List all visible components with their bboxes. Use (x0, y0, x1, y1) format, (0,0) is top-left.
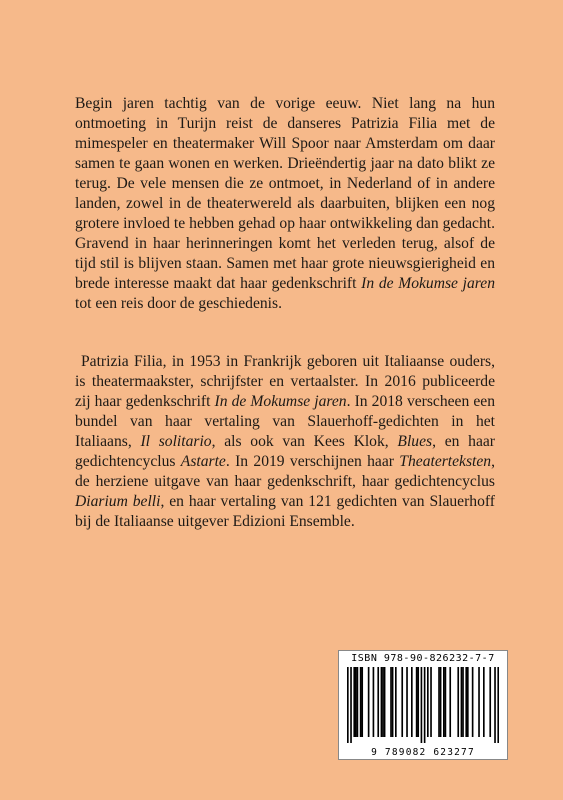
italic-title: Il solitario (140, 433, 212, 450)
barcode-bar (494, 667, 496, 743)
barcode-bars (347, 667, 499, 743)
barcode-bar (390, 667, 392, 737)
blurb-paragraph (75, 94, 495, 314)
barcode-bar (489, 667, 491, 737)
text-run: , en haar gedichtencyclus (75, 433, 496, 470)
barcode-bar (462, 667, 464, 737)
barcode-bar (392, 667, 394, 737)
isbn-label: ISBN 978-90-826232-7-7 (351, 653, 495, 664)
barcode-bar (445, 667, 447, 737)
barcode-bar (440, 667, 442, 737)
barcode-bar (353, 667, 355, 737)
barcode-bar (384, 667, 386, 737)
text-run: , als ook van Kees Klok, (211, 433, 398, 450)
barcode-bar (406, 667, 408, 737)
barcode-bar (438, 667, 440, 737)
text-run: . In 2019 verschijnen haar (225, 453, 400, 470)
italic-title: In de Mokumse jaren (361, 275, 495, 292)
text-run: Begin jaren tachtig van de vorige eeuw. Niet lang na hun ontmoeting in Turijn reist de danseres Patrizia Filia met de mimespeler en theatermaker Will Spoor naar Amsterdam om daar samen te gaan wonen en werken. Drieëndertig jaar na dato blikt ze terug. De vele mensen die ze ontmoet, in Nederland of in andere landen, zowel in de theaterwereld als daarbuiten, blijken een nog grotere invloed te hebben gehad op haar ontwikkeling dan gedacht. Gravend in haar herinneringen komt het verleden terug, alsof de tijd stil is blijven staan. Samen met haar grote nieuwsgierigheid en brede interesse maakt dat haar gedenkschrift (75, 95, 495, 292)
text-run: tot een reis door de geschiedenis. (75, 295, 282, 312)
text-run: , de herziene uitgave van haar gedenkschrift, haar gedichtencyclus (75, 453, 496, 490)
barcode-bar (373, 667, 375, 737)
barcode-bar (497, 667, 499, 743)
barcode-bar (381, 667, 383, 737)
barcode-bar (355, 667, 357, 737)
barcode-bar (357, 667, 359, 737)
barcode-bar (465, 667, 467, 737)
text-run: Patrizia Filia, in 1953 in Frankrijk geboren uit Italiaanse ouders, is theatermaakster, schrijfster en vertaalster. In 2016 publiceerde zij haar gedenkschrift (75, 353, 495, 410)
barcode-bar (377, 667, 379, 737)
barcode-bar (449, 667, 451, 737)
italic-title: Theaterteksten (399, 453, 492, 470)
barcode-bar (421, 667, 423, 743)
barcode-bar (350, 667, 352, 743)
barcode-bar (461, 667, 463, 737)
barcode-bar (395, 667, 397, 737)
barcode-bar (401, 667, 403, 737)
barcode-bar (478, 667, 480, 737)
italic-title: Blues (397, 433, 433, 450)
text-run: , en haar vertaling van 121 gedichten van Slauerhoff bij de Italiaanse uitgever Edizioni Ensemble. (75, 493, 495, 530)
text-run: . In 2018 verscheen een bundel van haar vertaling van Slauerhoff-gedichten in het Italiaans, (75, 393, 495, 450)
ean-digits: 9 789082 623277 (371, 747, 475, 758)
barcode-bar (382, 667, 384, 737)
barcode-bar (427, 667, 429, 737)
barcode-bar (472, 667, 474, 737)
barcode-bar (360, 667, 362, 737)
barcode-bar (416, 667, 418, 737)
barcode-bar (417, 667, 419, 737)
barcode-bar (424, 667, 426, 743)
barcode-bar (467, 667, 469, 737)
barcode-bar (368, 667, 370, 737)
barcode-bar (483, 667, 485, 737)
italic-title: In de Mokumse jaren (214, 393, 347, 410)
isbn-barcode (338, 650, 508, 760)
barcode-bar (443, 667, 445, 737)
barcode-bar (411, 667, 413, 737)
barcode-bar (347, 667, 349, 743)
author-bio-paragraph (75, 352, 495, 532)
barcode-bar (361, 667, 363, 737)
italic-title: Astarte (180, 453, 226, 470)
barcode-bar (430, 667, 432, 737)
barcode-bar (457, 667, 459, 737)
italic-title: Diarium belli (75, 493, 161, 510)
